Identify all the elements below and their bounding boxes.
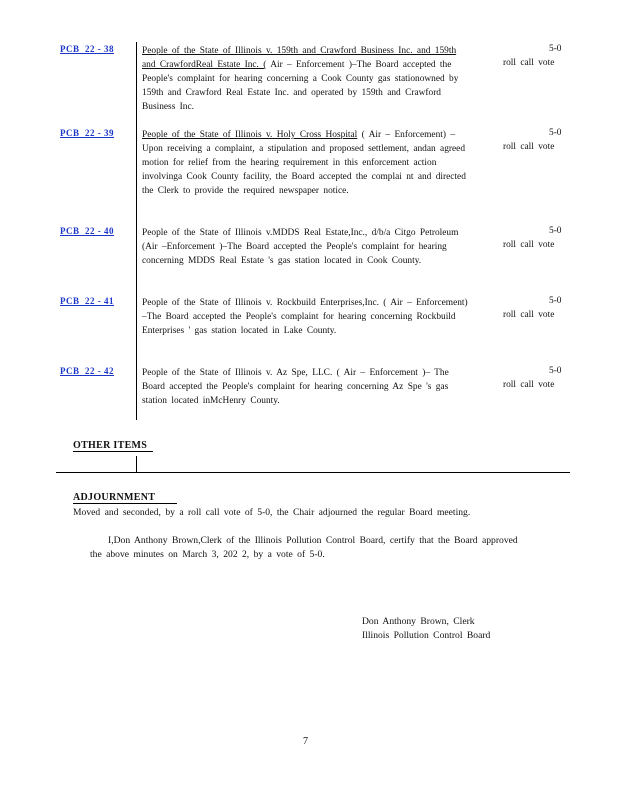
adjournment-heading: ADJOURNMENT <box>73 492 177 504</box>
case-number-link[interactable]: PCB 22 - 42 <box>60 366 114 376</box>
vote-count: 5-0 <box>549 226 562 236</box>
case-description <box>142 226 474 268</box>
vote-count: 5-0 <box>549 44 562 54</box>
vote-count: 5-0 <box>549 296 562 306</box>
case-description <box>142 128 474 198</box>
adjournment-text: Moved and seconded, by a roll call vote of 5-0, the Chair adjourned the regular Board meeting. <box>73 507 471 518</box>
vote-label: roll call vote <box>503 58 555 68</box>
case-title: People of the State of Illinois v. 159th and Crawford Business Inc. and 159th and CrawfordReal Estate Inc. ( <box>142 46 457 70</box>
vote-label: roll call vote <box>503 240 555 250</box>
certification-text: I,Don Anthony Brown,Clerk of the Illinois Pollution Control Board, certify that the Board approved the above minutes on March 3, 202 2, by a vote of 5-0. <box>90 535 518 560</box>
case-number-link[interactable]: PCB 22 - 39 <box>60 128 114 138</box>
signature-organization: Illinois Pollution Control Board <box>362 630 491 641</box>
vote-label: roll call vote <box>503 380 555 390</box>
case-summary: People of the State of Illinois v.MDDS Real Estate,Inc., d/b/a Citgo Petroleum (Air –Enforcement )–The Board accepted the People's complaint for hearing concerning MDDS Real Estate 's gas station located in Cook County. <box>142 228 459 266</box>
case-number-link[interactable]: PCB 22 - 41 <box>60 296 114 306</box>
vote-label: roll call vote <box>503 310 555 320</box>
signature-name: Don Anthony Brown, Clerk <box>362 616 475 627</box>
case-description <box>142 44 474 114</box>
vote-label: roll call vote <box>503 142 555 152</box>
case-number-link[interactable]: PCB 22 - 38 <box>60 44 114 54</box>
page-number: 7 <box>303 736 308 747</box>
section-divider-line <box>136 456 137 472</box>
horizontal-rule <box>56 472 570 473</box>
case-summary: People of the State of Illinois v. Az Spe, LLC. ( Air – Enforcement )– The Board accepted the People's complaint for hearing concerning Az Spe 's gas station located inMcHenry County. <box>142 368 449 406</box>
case-number-link[interactable]: PCB 22 - 40 <box>60 226 114 236</box>
vote-count: 5-0 <box>549 366 562 376</box>
case-summary: People of the State of Illinois v. Rockbuild Enterprises,Inc. ( Air – Enforcement) –The Board accepted the People's complaint for hearing concerning Rockbuild Enterprises ' gas station located in Lake County. <box>142 298 468 336</box>
case-summary: ( Air – Enforcement) –Upon receiving a complaint, a stipulation and proposed settlement, andan agreed motion for relief from the hearing requirement in this enforcement action involvinga Cook County facility, the Board accepted the complai nt and directed the Clerk to provide the required newspaper notice. <box>142 130 466 196</box>
case-description <box>142 296 474 338</box>
case-title: People of the State of Illinois v. Holy Cross Hospital <box>142 130 358 140</box>
table-divider-line <box>136 42 137 420</box>
other-items-heading: OTHER ITEMS <box>73 440 153 452</box>
case-description <box>142 366 474 408</box>
vote-count: 5-0 <box>549 128 562 138</box>
case-summary: Air – Enforcement )–The Board accepted the People's complaint for hearing concerning a Cook County gas stationowned by 159th and Crawford Real Estate Inc. and operated by 159th and Crawford Business Inc. <box>142 60 459 112</box>
